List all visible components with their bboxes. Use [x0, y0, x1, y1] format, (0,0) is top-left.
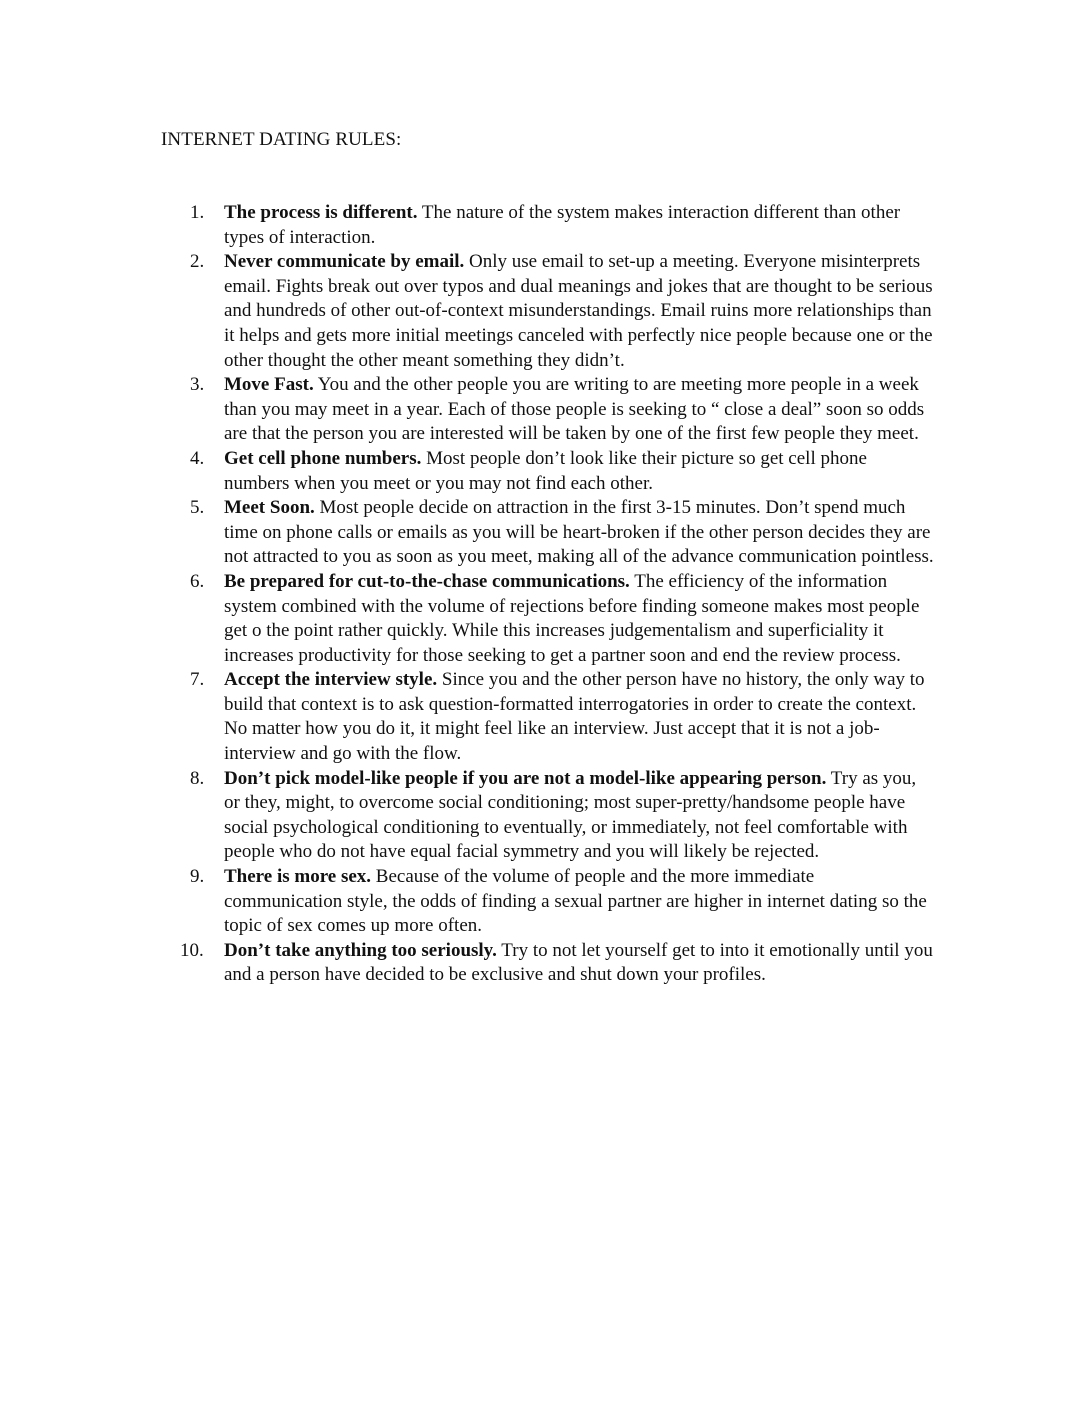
- rule-number: 7.: [190, 669, 205, 691]
- rule-body: The nature of the system makes interaction different than other types of interaction.: [224, 202, 901, 248]
- rule-number: 10.: [180, 939, 204, 961]
- list-item: [160, 668, 935, 766]
- rule-heading: The process is different.: [224, 202, 418, 223]
- list-item: [160, 865, 935, 939]
- rule-body: Most people don’t look like their picture so get cell phone numbers when you meet or you may not find each other.: [224, 447, 867, 494]
- rule-number: 6.: [190, 570, 205, 592]
- rule-number: 8.: [190, 767, 205, 789]
- rule-number: 9.: [190, 866, 205, 888]
- document-title: INTERNET DATING RULES:: [161, 129, 402, 150]
- rule-number: 1.: [190, 202, 205, 223]
- list-item: [160, 767, 935, 865]
- list-item: [160, 939, 935, 988]
- rule-heading: Get cell phone numbers.: [224, 447, 422, 469]
- rule-body: You and the other people you are writing to are meeting more people in a week than you may meet in a year. Each of those people is seeking to “ close a deal” soon so odds are that the person you are interested will be taken by one of the first few people they meet.: [224, 374, 925, 445]
- rule-heading: Be prepared for cut-to-the-chase communications.: [224, 570, 630, 592]
- rule-body: Because of the volume of people and the more immediate communication style, the odds of finding a sexual partner are higher in internet dating so the topic of sex comes up more often.: [224, 866, 927, 937]
- rule-number: 2.: [190, 251, 205, 273]
- rule-heading: Don’t pick model-like people if you are not a model-like appearing person.: [224, 767, 827, 789]
- rule-heading: Move Fast.: [224, 374, 314, 396]
- rule-number: 3.: [190, 374, 205, 396]
- rule-heading: Accept the interview style.: [224, 669, 438, 691]
- rule-body: Most people decide on attraction in the first 3-15 minutes. Don’t spend much time on phone calls or emails as you will be heart-broken if the other person decides they are not attracted to you as soon as you meet, making all of the advance communication pointless.: [224, 497, 934, 568]
- rule-heading: There is more sex.: [224, 866, 372, 888]
- rule-heading: Never communicate by email.: [224, 251, 465, 273]
- rule-heading: Don’t take anything too seriously.: [224, 939, 497, 961]
- rule-body: Only use email to set-up a meeting. Everyone misinterprets email. Fights break out over typos and dual meanings and jokes that are thought to be serious and hundreds of other out-of-context misunderstandings. Email ruins more relationships than it helps and gets more initial meetings canceled with perfectly nice people because one or the other thought the other meant something they didn’t.: [224, 251, 933, 371]
- list-item: [160, 201, 935, 250]
- rule-body: Try to not let yourself get to into it emotionally until you and a person have decided to be exclusive and shut down your profiles.: [224, 939, 933, 986]
- rule-number: 4.: [190, 447, 205, 469]
- list-item: [160, 570, 935, 668]
- rule-body: The efficiency of the information system combined with the volume of rejections before finding someone makes most people get o the point rather quickly. While this increases judgementalism and superficiality it increases productivity for those seeking to get a partner soon and end the review process.: [224, 570, 920, 666]
- list-item: [160, 373, 935, 447]
- rules-list: [160, 201, 935, 988]
- list-item: [160, 250, 935, 373]
- rule-number: 5.: [190, 497, 205, 519]
- rule-body: Since you and the other person have no history, the only way to build that context is to ask question-formatted interrogatories in order to create the context. No matter how you do it, it might feel like an interview. Just accept that it is not a job-interview and go with the flow.: [224, 669, 925, 765]
- list-item: [160, 447, 935, 496]
- list-item: [160, 496, 935, 570]
- rule-body: Try as you, or they, might, to overcome social conditioning; most super-pretty/handsome people have social psychological conditioning to eventually, or immediately, not feel comfortable with people who do not have equal facial symmetry and you will likely be rejected.: [224, 767, 917, 863]
- rule-heading: Meet Soon.: [224, 497, 315, 519]
